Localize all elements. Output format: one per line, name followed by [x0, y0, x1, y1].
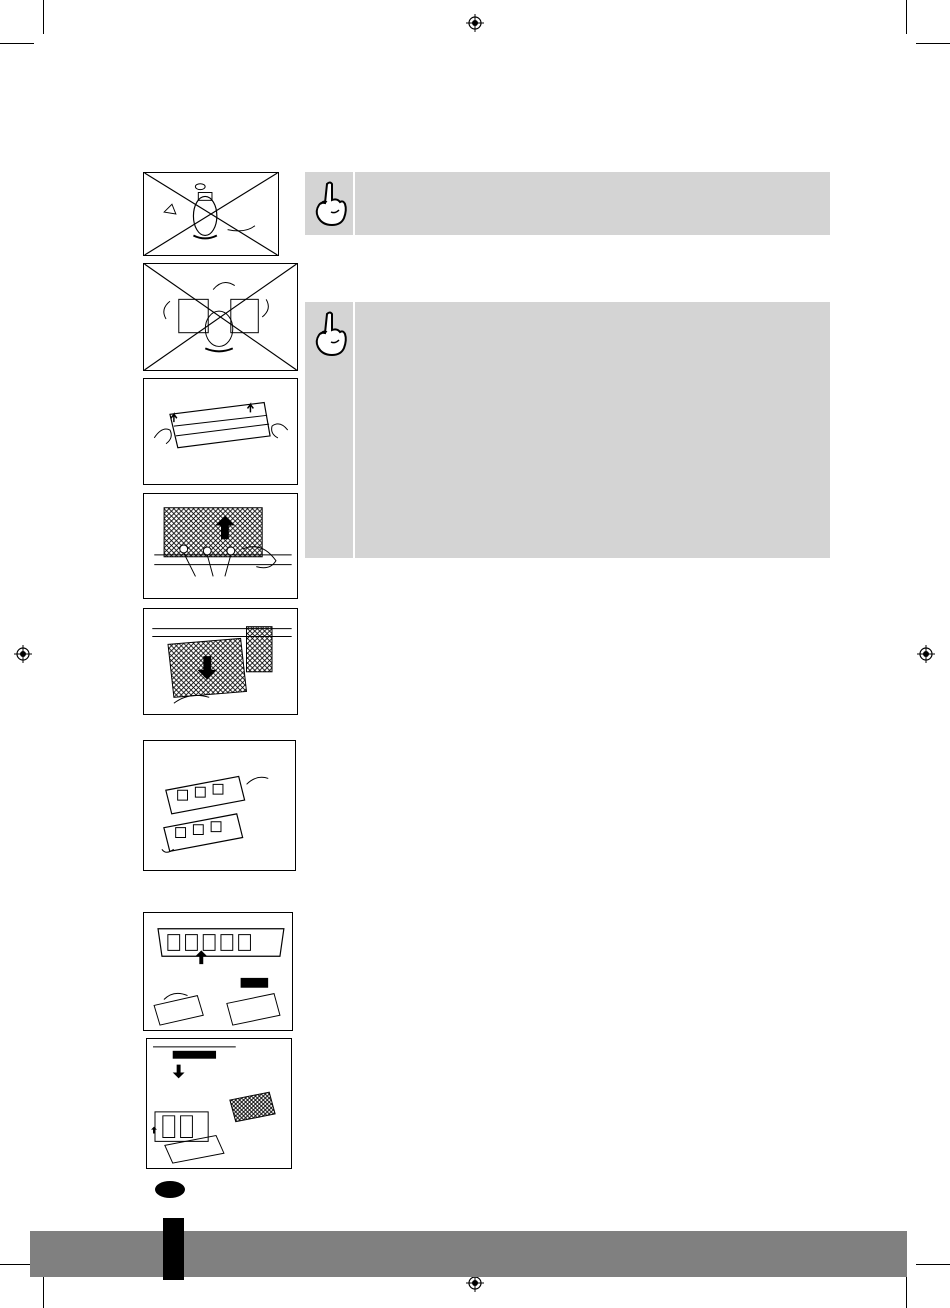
crop-mark-top-left-h: [0, 43, 34, 44]
figure-push-filter-up: [143, 493, 298, 599]
registration-mark-top-icon: [466, 14, 484, 32]
figure-install-air-purifying-filter: [143, 912, 293, 1031]
figure-pull-filter-down: [143, 608, 298, 715]
crop-mark-bottom-left-h: [0, 1264, 34, 1265]
notice-hand-cell: [305, 302, 355, 558]
footer-tab-marker: [163, 1218, 184, 1280]
figure-lift-front-panel: [143, 378, 298, 485]
figure-no-sprays: [143, 172, 279, 256]
crop-mark-bottom-right-h: [916, 1264, 950, 1265]
registration-mark-left-icon: [14, 645, 32, 663]
figure-replace-carbon-filter: [146, 1038, 292, 1169]
pointing-hand-icon: [305, 172, 353, 235]
pointing-hand-icon: [305, 302, 353, 365]
crop-mark-top-right-h: [916, 43, 950, 44]
crop-mark-bottom-right-v: [906, 1274, 907, 1308]
registration-mark-right-icon: [917, 645, 935, 663]
language-badge: [155, 1181, 185, 1198]
figure-no-heat-sources: [143, 263, 298, 371]
notice-hand-cell: [305, 172, 355, 235]
figure-clean-filters: [143, 740, 296, 871]
crop-mark-bottom-left-v: [43, 1274, 44, 1308]
crop-mark-top-right-v: [906, 0, 907, 34]
notice-box-2: [305, 302, 830, 558]
footer-bar: [30, 1231, 907, 1277]
crop-mark-top-left-v: [43, 0, 44, 34]
notice-box-1: [305, 172, 830, 235]
